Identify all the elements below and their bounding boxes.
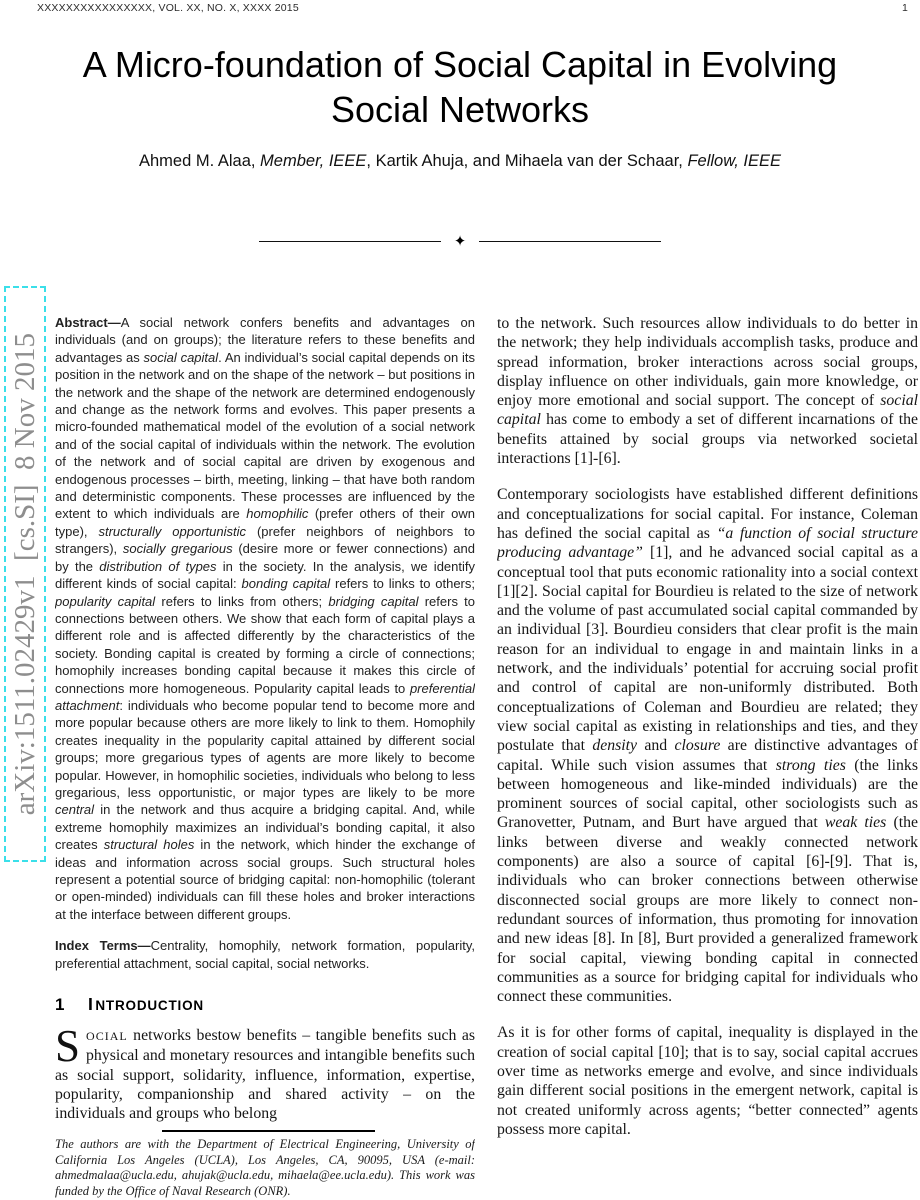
separator-line-right: [479, 241, 661, 243]
footnote-text: The authors are with the Department of Electrical Engineering, University of California Los Angeles (UCLA), Los Angeles, CA, 90095, USA (e-mail: ahmedmalaa@ucla.edu, ahujak@ucla.edu, mihaela@ee.ucla.edu). This work was funded by the Office of Naval Research (ONR).: [55, 1136, 475, 1199]
author-line: Ahmed M. Alaa, Member, IEEE, Kartik Ahuja, and Mihaela van der Schaar, Fellow, IEEE: [138, 152, 781, 170]
separator-line-left: [259, 241, 441, 243]
body-paragraph-1: to the network. Such resources allow individuals to do better in the network; they help individuals accomplish tasks, produce and spread information, broker interactions across social groups, display influence on other individuals, gain more knowledge, or enjoy more emotional and social support. The concept of social capital has come to embody a set of different incarnations of the benefits attained by social groups via networked societal interactions [1]-[6].: [497, 315, 918, 468]
arxiv-watermark: [4, 286, 46, 862]
running-head: [37, 2, 908, 14]
right-column: [497, 314, 918, 1200]
paper-title: [0, 42, 920, 132]
page-number: 1: [901, 2, 908, 14]
index-terms-paragraph: Index Terms—Centrality, homophily, network formation, popularity, preferential attachment, social capital, social networks.: [55, 938, 475, 971]
footnote: [55, 1130, 475, 1200]
paper-title-line2: Social Networks: [330, 89, 590, 130]
left-column: [55, 314, 475, 1200]
intro-paragraph-text: OCIAL networks bestow benefits – tangible benefits such as physical and monetary resources and intangible benefits such as social support, solidarity, influence, information, expertise, popularity, companionship and shared activity – on the individuals and groups who belong: [55, 1027, 475, 1123]
journal-header: XXXXXXXXXXXXXXXX, VOL. XX, NO. X, XXXX 2015: [37, 2, 299, 14]
section-heading-introduction: [55, 994, 475, 1015]
abstract-paragraph: Abstract—A social network confers benefits and advantages on individuals (and on groups); the literature refers to these benefits and advantages as social capital. An individual’s social capital depends on its position in the network and on the shape of the network – but positions in the network and the shape of the network are determined endogenously and change as the network forms and evolves. This paper presents a micro-founded mathematical model of the evolution of a social network and of the social capital of individuals within the network. The evolution of the network and of social capital are driven by exogenous and endogenous processes – birth, meeting, linking – that have both random and deterministic components. These processes are influenced by the extent to which individuals are homophilic (prefer others of their own type), structurally opportunistic (prefer neighbors of neighbors to strangers), socially gregarious (desire more or fewer connections) and by the distribution of types in the society. In the analysis, we identify different kinds of social capital: bonding capital refers to links to others; popularity capital refers to links from others; bridging capital refers to connections between others. We show that each form of capital plays a different role and is affected differently by the characteristics of the society. Bonding capital is created by forming a circle of connections; homophily increases bonding capital because it makes this circle of connections more homogeneous. Popularity capital leads to preferential attachment: individuals who become popular tend to become more and more popular because others are more likely to link to them. Homophily creates inequality in the popularity capital attained by different social groups; more gregarious types of agents are more likely to become popular. However, in homophilic societies, individuals who belong to less gregarious, less opportunistic, or major types are likely to be more central in the network and thus acquire a bridging capital. And, while extreme homophily maximizes an individual’s bonding capital, it also creates structural holes in the network, which hinder the exchange of ideas and information across social groups. Such structural holes represent a potential source of bridging capital: non-homophilic (tolerant or open-minded) individuals can fill these holes and broker interactions at the interface between different groups.: [55, 315, 475, 922]
body-paragraph-2: Contemporary sociologists have established different definitions and conceptualizations for social capital. For instance, Coleman has defined the social capital as “a function of social structure producing advantage” [1], and he advanced social capital as a conceptual tool that puts economic rationality into a social context [1][2]. Social capital for Bourdieu is related to the size of network and the volume of past accumulated social capital commanded by an individual [3]. Bourdieu considers that clear profit is the main reason for an individual to engage in and maintain links in a network, and the individuals’ potential for accruing social profit and control of capital are non-uniformly distributed. Both conceptualizations of Coleman and Bourdieu are related; they view social capital as existing in relationships and ties, and they postulate that density and closure are distinctive advantages of capital. While such vision assumes that strong ties (the links between homogeneous and like-minded individuals) are the prominent sources of social capital, other sociologists such as Granovetter, Putnam, and Burt have argued that weak ties (the links between diverse and weakly connected network components) are also a source of capital [6]-[9]. That is, individuals who can broker connections between otherwise disconnected social groups are more likely to connect non-redundant sources of information, thus promoting for innovation and new ideas [8]. In [8], Burt provided a generalized framework for social capital, viewing bonding capital in connected communities as a source for bridging capital for individuals who connect these communities.: [497, 486, 918, 1006]
section-title: INTRODUCTION: [88, 994, 204, 1015]
intro-paragraph: [55, 1021, 475, 1123]
section-number: 1: [55, 995, 65, 1015]
arxiv-watermark-text: arXiv:1511.02429v1 [cs.SI] 8 Nov 2015: [8, 332, 41, 816]
drop-cap: S: [55, 1021, 81, 1072]
title-separator: [0, 234, 920, 249]
diamond-icon: ✦: [453, 233, 467, 250]
paper-title-line1: A Micro-foundation of Social Capital in Evolving: [82, 44, 838, 85]
footnote-rule: [162, 1130, 375, 1132]
body-paragraph-3: As it is for other forms of capital, inequality is displayed in the creation of social capital [10]; that is to say, social capital accrues over time as networks emerge and evolve, and since individuals gain different social positions in the emergent network, capital is not created uniformly across agents; “better connected” agents possess more capital.: [497, 1024, 918, 1138]
